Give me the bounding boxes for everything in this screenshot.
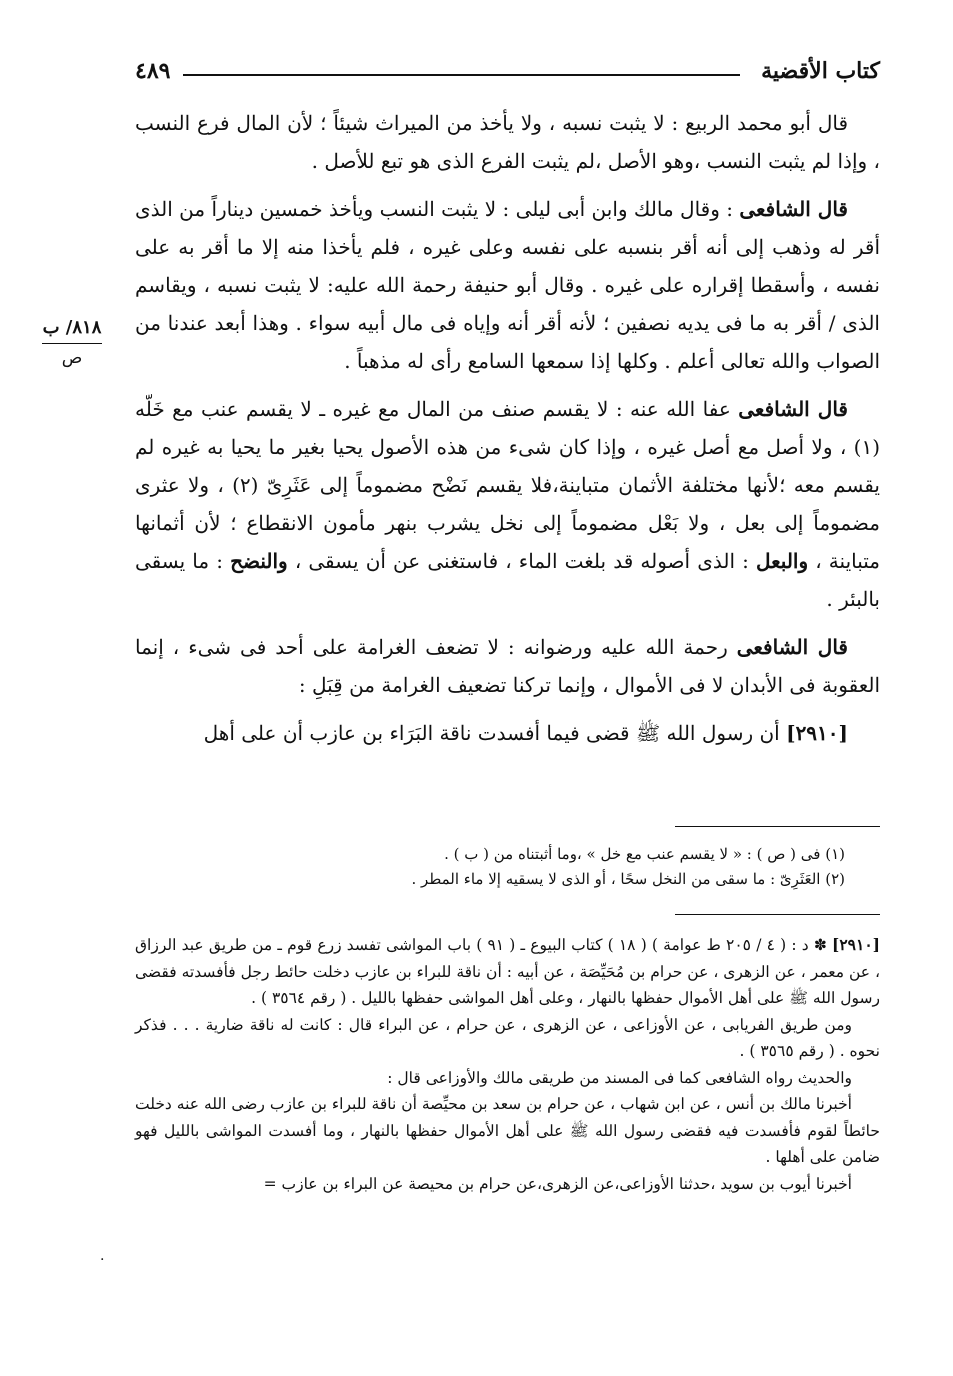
takhrij-rule (675, 914, 880, 915)
print-speck: . (100, 1248, 105, 1264)
header-rule (183, 74, 740, 76)
page-header (135, 56, 880, 92)
paragraph-text: : وقال مالك وابن أبى ليلى : لا يثبت النسب ويأخذ خمسين ديناراً من الذى أقر له وذهب إلى أنه أقر بنسبه على نفسه وعلى غيره ، فلم يأخذا منه إلا ما أقر به على نفسه ، وأسقطا إقراره على غيره . وقال أبو حنيفة رحمة الله عليه: لا يثبت نسبه ، ويقاسم الذى / أقر به ما فى يديه نصفين ؛ لأنه أقر أنه وإياه فى مال أبيه سواء . وهذا أبعد عندنا من الصواب والله تعالى أعلم . وكلها إذا سمعها السامع رأى له مذهباً . (135, 197, 880, 373)
paragraph-text: أن رسول الله ﷺ قضى فيما أفسدت ناقة البَرَاء بن عازب أن على أهل (203, 721, 787, 745)
speaker-lead: قال الشافعى (739, 197, 848, 221)
paragraph-shafii-3 (135, 628, 880, 704)
takhrij-notes (135, 932, 880, 1197)
paragraph-shafii-1 (135, 190, 880, 380)
paragraph-text: : الذى أصوله قد بلغت الماء ، فاستغنى عن أن يسقى ، (287, 549, 756, 573)
manuscript-folio-note (36, 316, 108, 370)
folio-ref: ٨١٨/ ب (42, 317, 102, 338)
footnotes (135, 842, 845, 892)
takhrij-line: أخبرنا أيوب بن سويد ،حدثنا الأوزاعى،عن الزهرى،عن حرام بن محيصة عن البراء بن عازب = (263, 1174, 852, 1193)
takhrij-line: ومن طريق الفريابى ، عن الأوزاعى ، عن الزهرى ، عن حرام ، عن البراء قال : كانت له ناقة ضارية . . . فذكر نحوه . ( رقم ٣٥٦٥ ) . (135, 1015, 880, 1060)
paragraph-hadith (135, 714, 880, 752)
speaker-lead: قال الشافعى (738, 397, 848, 421)
term-bold: والنضح (230, 549, 288, 573)
takhrij-line: [٢٩١٠] ✽ د : ( ٤ / ٢٠٥ ط عوامة ) ( ١٨ ) كتاب البيوع ـ ( ٩١ ) باب المواشى تفسد زرع قوم ـ من طريق عبد الرزاق ، عن معمر ، عن الزهرى ، عن حرام بن مُحَيِّصَة ، عن أبيه : أن ناقة للبراء بن عازب دخلت حائط رجل فأفسدته فقضى رسول الله ﷺ على أهل الأموال حفظها بالنهار ، وعلى أهل المواشى حفظها بالليل . ( رقم ٣٥٦٤ ) . (135, 935, 881, 1007)
paragraph-rabi (135, 104, 880, 180)
footnote-1: (١) فى ( ص ) : « لا يقسم عنب مع خل » ،وما أثبتناه من ( ب ) . (444, 845, 845, 863)
main-text (135, 104, 880, 762)
paragraph-shafii-2 (135, 390, 880, 618)
takhrij-head: [٢٩١٠] (832, 935, 881, 954)
paragraph-text: رحمة الله عليه ورضوانه : لا تضعف الغرامة على أحد فى شىء ، إنما العقوبة فى الأبدان لا فى الأموال ، وإنما تركنا تضعيف الغرامة من قِبَلِ : (135, 635, 880, 697)
takhrij-line: أخبرنا مالك بن أنس ، عن ابن شهاب ، عن حرام بن سعد بن محيِّصة أن ناقة للبراء بن عازب رضى الله عنه دخلت حائطاً لقوم فأفسدت فيه فقضى رسول الله ﷺ على أهل الأموال حفظها بالنهار ، وما أفسدت المواشى بالليل فهو ضامن على أهلها . (135, 1095, 880, 1166)
folio-divider (42, 343, 102, 344)
footnote-rule (675, 826, 880, 827)
folio-sub: ص (61, 348, 83, 368)
paragraph-text: عفا الله عنه : لا يقسم صنف من المال مع غيره ـ لا يقسم عنب مع خَلّه (١) ، ولا أصل مع أصل غيره ، وإذا كان شىء من هذه الأصول يحيا بغير ما يحيا به غيره لم يقسم معه ؛لأنها مختلفة الأثمان متباينة،فلا يقسم نَضْح مضموماً إلى عَثَرِىّ (٢) ، ولا عثرى مضموماً إلى بعل ، ولا بَعْل مضموماً إلى نخل يشرب بنهر مأمون الانقطاع ؛ لأن أثمانها متباينة ، (135, 397, 881, 573)
hadith-number: [٢٩١٠] (786, 721, 848, 745)
paragraph-text: : ما يسقى بالبئر . (135, 549, 880, 611)
paragraph-text: قال أبو محمد الربيع : لا يثبت نسبه ، ولا يأخذ من الميراث شيئاً ؛ لأن المال فرع النسب ، وإذا لم يثبت النسب ،وهو الأصل ،لم يثبت الفرع الذى هو تبع للأصل . (135, 111, 880, 173)
term-bold: والبعل (755, 549, 809, 573)
speaker-lead: قال الشافعى (736, 635, 848, 659)
footnote-2: (٢) العَثَرِىّ : ما سقى من النخل سحًا ، أو الذى لا يسقيه إلا ماء المطر . (411, 870, 845, 888)
takhrij-line: والحديث رواه الشافعى كما فى المسند من طريقى مالك والأوزاعى قال : (387, 1068, 852, 1087)
book-title: كتاب الأقضية (761, 58, 880, 84)
page-number: ٤٨٩ (135, 58, 171, 84)
